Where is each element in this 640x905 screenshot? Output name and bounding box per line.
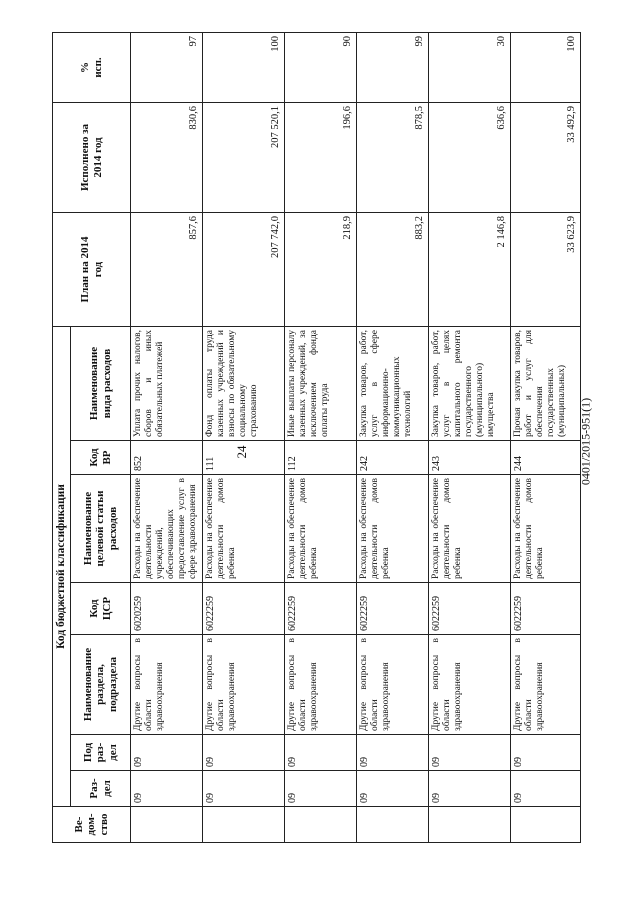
- cell-pct: 30: [429, 33, 511, 103]
- cell-pct: 100: [511, 33, 581, 103]
- table-row: [357, 33, 429, 843]
- cell-vr-name: Фонд оплаты труда казенных учреждений и взносы по обязательному социальному страхованию: [203, 327, 285, 441]
- header-fact: Исполнено за 2014 год: [53, 103, 131, 213]
- cell-podrazdel: 09: [429, 735, 511, 771]
- cell-fact: 33 492,9: [511, 103, 581, 213]
- header-group-title: Код бюджетной классификации: [53, 327, 71, 807]
- table-row: [429, 33, 511, 843]
- cell-vedomstvo: [131, 807, 203, 843]
- header-plan: План на 2014 год: [53, 213, 131, 327]
- budget-table: [52, 32, 581, 843]
- header-podrazdel: Под раз- дел: [71, 735, 131, 771]
- cell-csr-name: Расходы на обеспечение деятельности учреждений, обеспечивающих предоставление услуг в сфере здравоохранения: [131, 475, 203, 583]
- cell-vr-name: Закупка товаров, работ, услуг в целях капитального ремонта государственного (муниципального) имущества: [429, 327, 511, 441]
- header-vedomstvo: Ве- дом- ство: [53, 807, 131, 843]
- cell-vedomstvo: [203, 807, 285, 843]
- cell-razdel-name: Другие вопросы в области здравоохранения: [511, 635, 581, 735]
- cell-plan: 857,6: [131, 213, 203, 327]
- cell-razdel: 09: [511, 771, 581, 807]
- cell-vr: 244: [511, 441, 581, 475]
- table-row: [285, 33, 357, 843]
- cell-plan: 207 742,0: [203, 213, 285, 327]
- cell-vr-name: Уплата прочих налогов, сборов и иных обязательных платежей: [131, 327, 203, 441]
- rotated-table-container: [52, 33, 578, 843]
- header-razdel-name: Наименование раздела, подраздела: [71, 635, 131, 735]
- cell-podrazdel: 09: [511, 735, 581, 771]
- cell-razdel-name: Другие вопросы в области здравоохранения: [357, 635, 429, 735]
- cell-vedomstvo: [285, 807, 357, 843]
- cell-fact: 207 520,1: [203, 103, 285, 213]
- cell-razdel: 09: [429, 771, 511, 807]
- document-code: 0401/2015-951(1): [578, 397, 593, 486]
- cell-csr: 6022259: [203, 583, 285, 635]
- cell-vr: 852: [131, 441, 203, 475]
- cell-csr: 6022259: [511, 583, 581, 635]
- cell-fact: 830,6: [131, 103, 203, 213]
- cell-vr: 111: [203, 441, 285, 475]
- header-pct: % исп.: [53, 33, 131, 103]
- cell-vr: 243: [429, 441, 511, 475]
- cell-vr-name: Закупка товаров, работ, услуг в сфере информационно-коммуникационных технологий: [357, 327, 429, 441]
- cell-podrazdel: 09: [285, 735, 357, 771]
- cell-razdel-name: Другие вопросы в области здравоохранения: [131, 635, 203, 735]
- page-number: 24: [234, 445, 249, 459]
- cell-plan: 883,2: [357, 213, 429, 327]
- cell-vr: 112: [285, 441, 357, 475]
- header-csr-name: Наименование целевой статьи расходов: [71, 475, 131, 583]
- cell-vedomstvo: [357, 807, 429, 843]
- cell-csr: 6022259: [357, 583, 429, 635]
- cell-pct: 100: [203, 33, 285, 103]
- table-row: [131, 33, 203, 843]
- cell-plan: 33 623,9: [511, 213, 581, 327]
- cell-csr: 6022259: [429, 583, 511, 635]
- cell-razdel: 09: [285, 771, 357, 807]
- cell-fact: 878,5: [357, 103, 429, 213]
- cell-csr: 6022259: [285, 583, 357, 635]
- cell-vedomstvo: [511, 807, 581, 843]
- header-vr: Код ВР: [71, 441, 131, 475]
- cell-razdel: 09: [131, 771, 203, 807]
- cell-pct: 90: [285, 33, 357, 103]
- header-csr: Код ЦСР: [71, 583, 131, 635]
- cell-vedomstvo: [429, 807, 511, 843]
- cell-podrazdel: 09: [357, 735, 429, 771]
- cell-csr-name: Расходы на обеспечение деятельности домов ребенка: [357, 475, 429, 583]
- cell-razdel: 09: [203, 771, 285, 807]
- cell-pct: 97: [131, 33, 203, 103]
- cell-csr-name: Расходы на обеспечение деятельности домов ребенка: [511, 475, 581, 583]
- cell-podrazdel: 09: [203, 735, 285, 771]
- cell-csr: 6020259: [131, 583, 203, 635]
- cell-plan: 2 146,8: [429, 213, 511, 327]
- cell-razdel-name: Другие вопросы в области здравоохранения: [203, 635, 285, 735]
- cell-podrazdel: 09: [131, 735, 203, 771]
- cell-csr-name: Расходы на обеспечение деятельности домов ребенка: [203, 475, 285, 583]
- cell-razdel-name: Другие вопросы в области здравоохранения: [285, 635, 357, 735]
- cell-razdel: 09: [357, 771, 429, 807]
- header-vr-name: Наименование вида расходов: [71, 327, 131, 441]
- cell-vr-name: Прочая закупка товаров, работ и услуг для обеспечения государственных (муниципальных): [511, 327, 581, 441]
- cell-pct: 99: [357, 33, 429, 103]
- cell-fact: 636,6: [429, 103, 511, 213]
- cell-razdel-name: Другие вопросы в области здравоохранения: [429, 635, 511, 735]
- cell-fact: 196,6: [285, 103, 357, 213]
- cell-vr-name: Иные выплаты персоналу казенных учреждений, за исключением фонда оплаты труда: [285, 327, 357, 441]
- cell-vr: 242: [357, 441, 429, 475]
- cell-csr-name: Расходы на обеспечение деятельности домов ребенка: [429, 475, 511, 583]
- cell-csr-name: Расходы на обеспечение деятельности домов ребенка: [285, 475, 357, 583]
- table-row: [203, 33, 285, 843]
- header-razdel: Раз- дел: [71, 771, 131, 807]
- cell-plan: 218,9: [285, 213, 357, 327]
- table-row: [511, 33, 581, 843]
